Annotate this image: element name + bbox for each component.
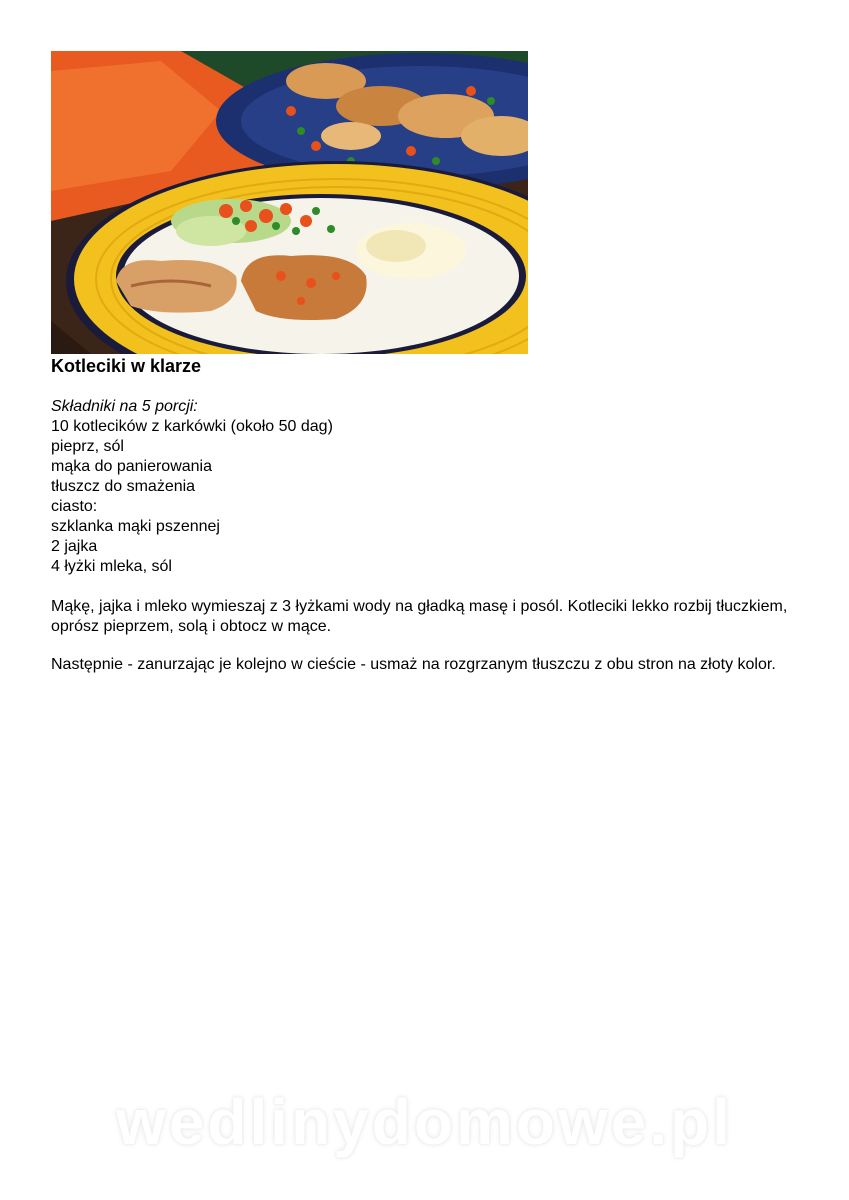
ingredient-item: pieprz, sól — [51, 438, 124, 455]
recipe-title: Kotleciki w klarze — [51, 356, 202, 376]
ingredient-item: 4 łyżki mleka, sól — [51, 558, 172, 575]
ingredient-item: tłuszcz do smażenia — [51, 478, 196, 495]
ingredient-item: mąka do panierowania — [51, 458, 212, 475]
instruction-paragraph: Następnie - zanurzając je kolejno w cieście - usmaż na rozgrzanym tłuszczu z obu stron na złoty kolor. — [51, 656, 776, 673]
instruction-paragraph: Mąkę, jajka i mleko wymieszaj z 3 łyżkami wody na gładką masę i posól. Kotleciki lekko rozbij tłuczkiem, oprósz pieprzem, solą i obtocz w mące. — [51, 598, 788, 635]
ingredients-list — [51, 397, 333, 577]
food-photo-icon — [51, 51, 528, 354]
ingredient-item: ciasto: — [51, 498, 98, 515]
watermark: wedlinydomowe.pl — [116, 1086, 733, 1158]
ingredient-item: 10 kotlecików z karkówki (około 50 dag) — [51, 418, 333, 435]
ingredients-heading: Składniki na 5 porcji: — [51, 398, 198, 415]
ingredient-item: szklanka mąki pszennej — [51, 518, 220, 535]
recipe-photo — [51, 51, 528, 354]
ingredient-item: 2 jajka — [51, 538, 98, 555]
